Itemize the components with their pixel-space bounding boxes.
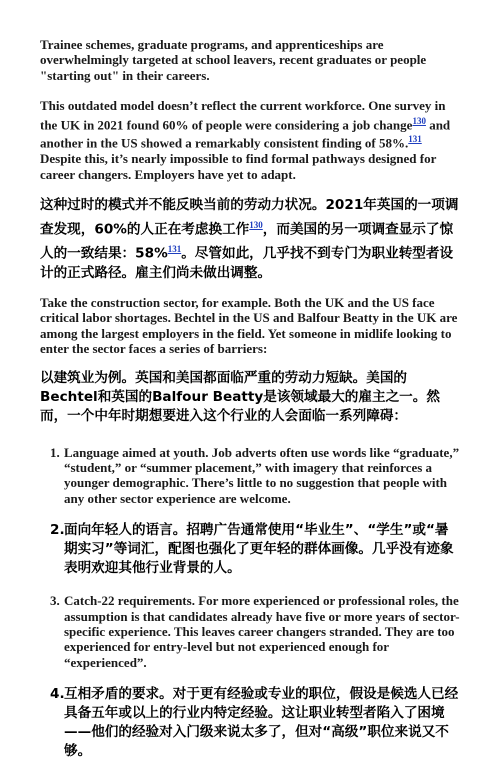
list-item [40,685,460,761]
list-item-number: 1. [50,444,60,460]
list-item-text: 面向年轻人的语言。招聘广告通常使用“毕业生”、“学生”或“暑期实习”等词汇，配图也强化了更年轻的群体画像。几乎没有迹象表明欢迎其他行业背景的人。 [64,522,454,577]
footnote-ref-131[interactable] [408,133,422,145]
paragraph-survey-zh-part2: ，而美国的另一项调查显示了惊人的一致结果：58% [40,221,454,262]
footnote-ref-131-zh[interactable] [168,241,182,255]
paragraph-survey-en-part3: Despite this, it’s nearly impossible to find formal pathways designed for career changers. Employers have yet to adapt. [40,151,437,182]
list-item-number: 2. [50,522,65,539]
paragraph-survey-en-part1: This outdated model doesn’t reflect the current workforce. One survey in the UK in 2021 found 60% of people were considering a job change [40,98,446,132]
paragraph-construction-en: Take the construction sector, for example. Both the UK and the US face critical labor shortages. Bechtel in the US and Balfour Beatty in the UK are among the largest employers in the field. Yet someone in midlife looking to enter the sector faces a series of barriers: [40,294,458,357]
paragraph-survey-en-part2: and another in the US showed a remarkably consistent finding of 58%. [40,116,451,151]
paragraph-survey-zh-part1: 这种过时的模式并不能反映当前的劳动力状况。2021年英国的一项调查发现，60%的人正在考虑换工作 [40,196,459,238]
footnote-link-130[interactable]: 130 [412,115,426,126]
barriers-list [40,445,460,761]
paragraph-survey-zh-part3: 。尽管如此，几乎找不到专门为职业转型者设计的正式路径。雇主们尚未做出调整。 [40,245,454,281]
list-item-text: 互相矛盾的要求。对于更有经验或专业的职位，假设是候选人已经具备五年或以上的行业内特定经验。这让职业转型者陷入了困境——他们的经验对入门级来说太多了，但对“高级”职位来说又不够。 [64,686,459,760]
list-item [40,593,460,670]
footnote-link-131-zh[interactable]: 131 [167,244,182,255]
list-item-text: Catch-22 requirements. For more experienced or professional roles, the assumption is that candidates already have five or more years of sector-specific experience. This leaves career changers stranded. They are too experienced for entry-level but not experienced enough for “experienced”. [64,593,460,670]
list-item-number: 4. [50,686,65,703]
list-item-number: 3. [50,593,60,609]
list-item-text: Language aimed at youth. Job adverts often use words like “graduate,” “student,” or “summer placement,” with imagery that reinforces a younger demographic. There’s little to no suggestion that people with any other sector experience are welcome. [64,444,460,506]
footnote-ref-130[interactable] [412,115,426,127]
paragraph-construction-zh: 以建筑业为例。英国和美国都面临严重的劳动力短缺。美国的Bechtel和英国的Balfour Beatty是该领域最大的雇主之一。然而，一个中年时期想要进入这个行业的人会面临一系列障碍： [40,369,440,424]
footnote-ref-130-zh[interactable] [249,217,263,231]
paragraph-survey-zh [40,196,460,283]
footnote-link-131[interactable]: 131 [408,134,422,145]
footnote-link-130-zh[interactable]: 130 [249,219,263,230]
paragraph-intro: Trainee schemes, graduate programs, and apprenticeships are overwhelmingly targeted at school leavers, recent graduates or people "starting out" in their careers. [40,37,427,83]
list-item [40,445,460,507]
list-item [40,521,460,578]
paragraph-survey-en [40,98,460,182]
